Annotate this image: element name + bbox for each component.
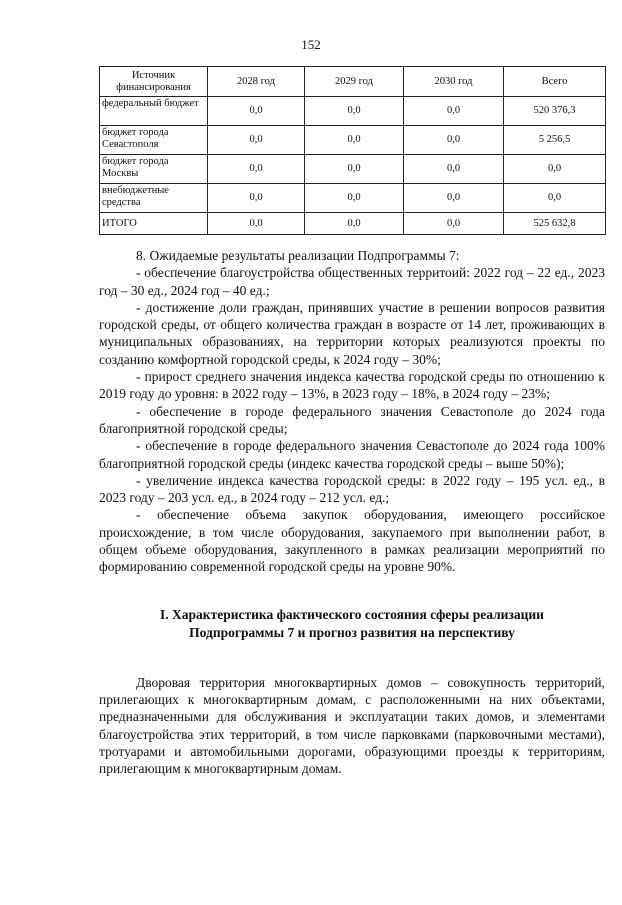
cell-total: 0,0 bbox=[504, 184, 606, 213]
section-title-line-1: I. Характеристика фактического состояния сферы реализации bbox=[160, 606, 544, 622]
cell-2030: 0,0 bbox=[404, 97, 504, 126]
table-row bbox=[100, 155, 606, 184]
cell-2028: 0,0 bbox=[208, 126, 305, 155]
header-source: Источник финансирования bbox=[100, 67, 208, 97]
row-source: внебюджетные средства bbox=[100, 184, 208, 213]
cell-total: 520 376,3 bbox=[504, 97, 606, 126]
cell-2029: 0,0 bbox=[305, 213, 404, 235]
header-2028: 2028 год bbox=[208, 67, 305, 97]
cell-2030: 0,0 bbox=[404, 155, 504, 184]
header-total: Всего bbox=[504, 67, 606, 97]
section-title-line-2: Подпрограммы 7 и прогноз развития на перспективу bbox=[189, 624, 515, 640]
result-item: - обеспечение благоустройства общественных территоий: 2022 год – 22 ед., 2023 год – 30 ед., 2024 год – 40 ед.; bbox=[99, 265, 605, 298]
result-item: - обеспечение объема закупок оборудования, имеющего российское происхождение, в том числе оборудования, закупаемого при выполнении работ, в общем объеме оборудования, закупленного в рамках реализации мероприятий по формированию современной городской среды на уровне 90%. bbox=[99, 507, 605, 575]
row-source: бюджет города Севастополя bbox=[100, 126, 208, 155]
table-header-row bbox=[100, 67, 606, 97]
cell-2028: 0,0 bbox=[208, 184, 305, 213]
row-source: бюджет города Москвы bbox=[100, 155, 208, 184]
row-source: ИТОГО bbox=[100, 213, 208, 235]
cell-2030: 0,0 bbox=[404, 213, 504, 235]
header-2029: 2029 год bbox=[305, 67, 404, 97]
row-source: федеральный бюджет bbox=[100, 97, 208, 126]
cell-2028: 0,0 bbox=[208, 97, 305, 126]
result-item: - обеспечение в городе федерального значения Севастополе до 2024 года 100% благоприятной городской среды (индекс качества городской среды – выше 50%); bbox=[99, 438, 605, 471]
cell-2028: 0,0 bbox=[208, 155, 305, 184]
cell-2030: 0,0 bbox=[404, 126, 504, 155]
cell-2029: 0,0 bbox=[305, 184, 404, 213]
table-row bbox=[100, 126, 606, 155]
section-paragraph: Дворовая территория многоквартирных домов – совокупность территорий, прилегающих к многоквартирным домам, с расположенными на них объектами, предназначенными для обслуживания и эксплуатации таких домов, и элементами благоустройства этих территорий, в том числе парковками (парковочными местами), тротуарами и автомобильными дорогами, образующими проезды к территориям, прилегающим к многоквартирным домам. bbox=[99, 674, 605, 777]
page-number: 152 bbox=[301, 37, 321, 52]
cell-total: 525 632,8 bbox=[504, 213, 606, 235]
financing-table bbox=[99, 66, 606, 235]
cell-2029: 0,0 bbox=[305, 97, 404, 126]
cell-2030: 0,0 bbox=[404, 184, 504, 213]
result-item: - обеспечение в городе федерального значения Севастополе до 2024 года благоприятной городской среды; bbox=[99, 403, 605, 436]
table-row-total bbox=[100, 213, 606, 235]
cell-total: 5 256,5 bbox=[504, 126, 606, 155]
cell-total: 0,0 bbox=[504, 155, 606, 184]
cell-2028: 0,0 bbox=[208, 213, 305, 235]
result-item: - увеличение индекса качества городской среды: в 2022 году – 195 усл. ед., в 2023 году – 203 усл. ед., в 2024 году – 212 усл. ед.; bbox=[99, 472, 605, 506]
table-row bbox=[100, 184, 606, 213]
header-2030: 2030 год bbox=[404, 67, 504, 97]
section-title bbox=[99, 606, 605, 642]
document-body bbox=[99, 247, 605, 777]
table-row bbox=[100, 97, 606, 126]
results-heading: 8. Ожидаемые результаты реализации Подпрограммы 7: bbox=[136, 248, 460, 263]
result-item: - прирост среднего значения индекса качества городской среды по отношению к 2019 году до уровня: в 2022 году – 13%, в 2023 году – 18%, в 2024 году – 23%; bbox=[99, 369, 605, 402]
cell-2029: 0,0 bbox=[305, 155, 404, 184]
cell-2029: 0,0 bbox=[305, 126, 404, 155]
result-item: - достижение доли граждан, принявших участие в решении вопросов развития городской среды, от общего количества граждан в возрасте от 14 лет, проживающих в муниципальных образованиях, на территории которых реализуются проекты по созданию комфортной городской среды, к 2024 году – 30%; bbox=[99, 299, 605, 367]
